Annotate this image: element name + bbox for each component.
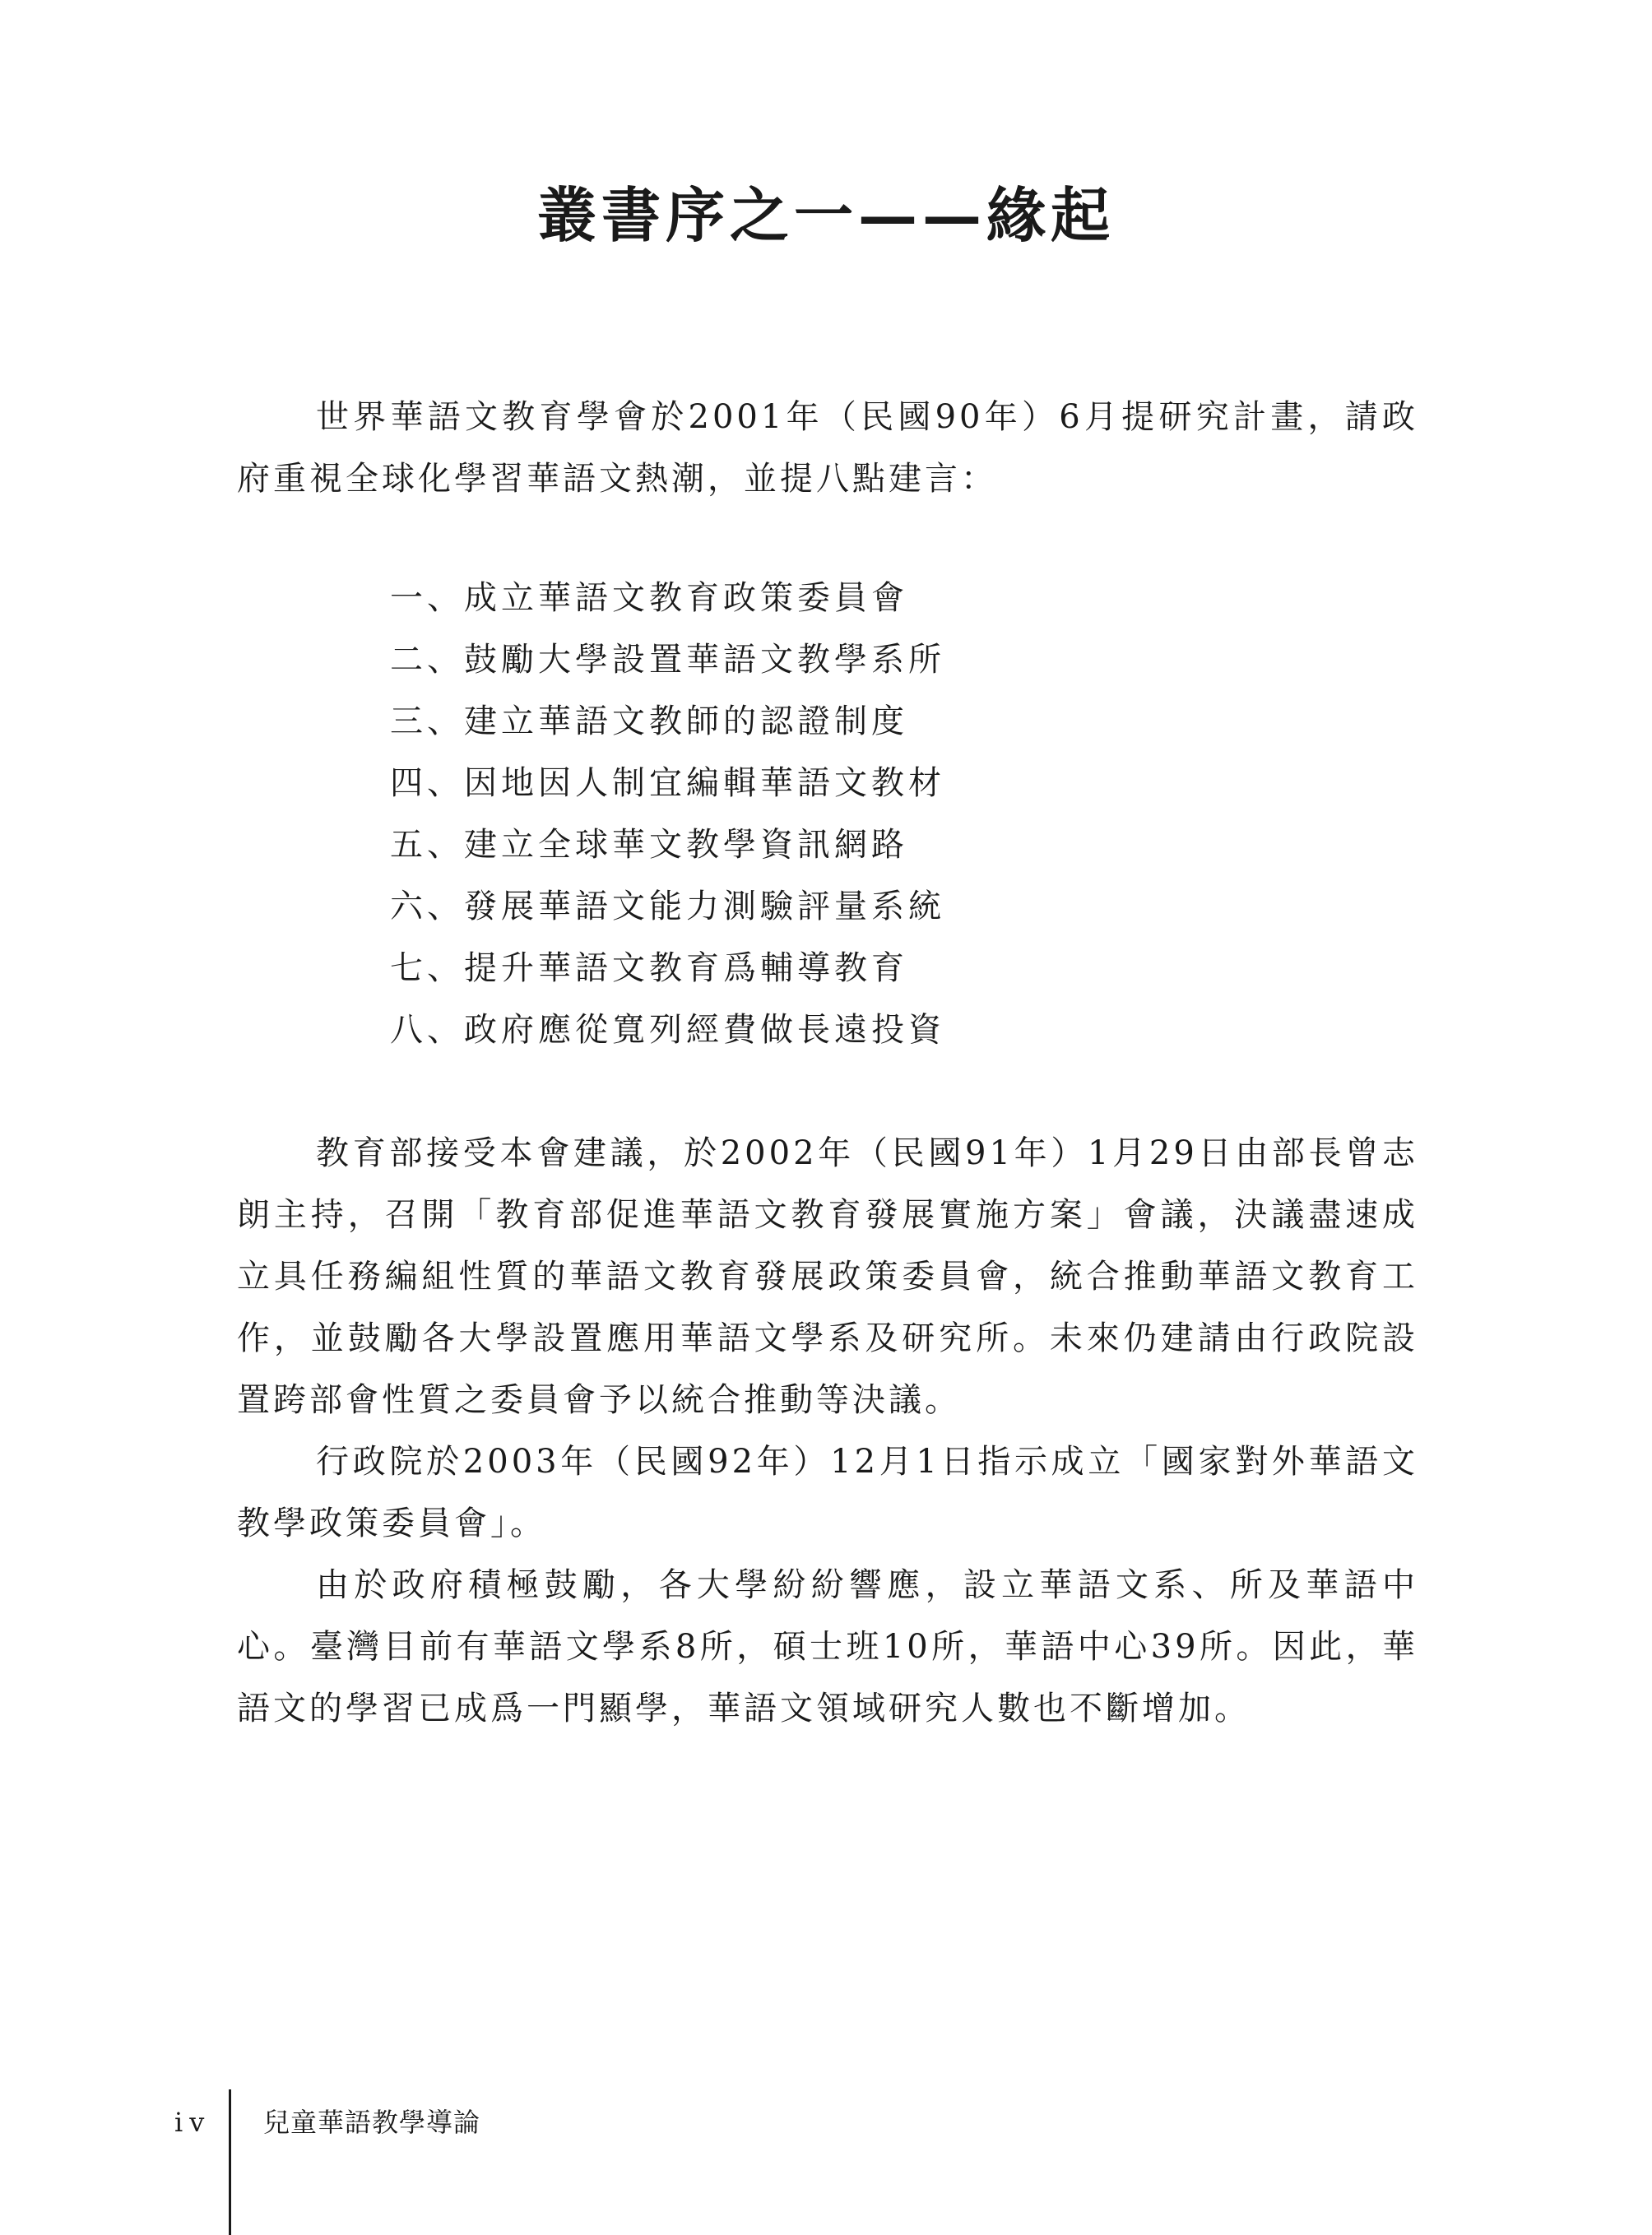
recommendation-list <box>390 568 945 1061</box>
body-paragraph: 行政院於2003年（民國92年）12月1日指示成立「國家對外華語文教學政策委員會」。 <box>237 1443 1418 1542</box>
body-section <box>237 1123 1418 1740</box>
body-paragraph: 教育部接受本會建議，於2002年（民國91年）1月29日由部長曾志朗主持，召開「教育部促進華語文教育發展實施方案」會議，決議盡速成立具任務編組性質的華語文教育發展政策委員會，統合推動華語文教育工作，並鼓勵各大學設置應用華語文學系及研究所。未來仍建請由行政院設置跨部會性質之委員會予以統合推動等決議。 <box>237 1134 1418 1419</box>
intro-section <box>237 387 1418 510</box>
recommendation-item: 七、提升華語文教育爲輔導教育 <box>390 949 908 987</box>
recommendation-item: 三、建立華語文教師的認證制度 <box>390 702 908 740</box>
page-number: iv <box>174 2107 211 2138</box>
recommendation-item: 一、成立華語文教育政策委員會 <box>390 579 908 617</box>
recommendation-item: 六、發展華語文能力測驗評量系統 <box>390 888 945 925</box>
body-paragraph: 由於政府積極鼓勵，各大學紛紛響應，設立華語文系、所及華語中心。臺灣目前有華語文學系8所，碩士班10所，華語中心39所。因此，華語文的學習已成爲一門顯學，華語文領域研究人數也不斷增加。 <box>237 1566 1418 1727</box>
recommendation-item: 五、建立全球華文教學資訊網路 <box>390 826 908 864</box>
recommendation-item: 八、政府應從寬列經費做長遠投資 <box>390 1011 945 1049</box>
recommendation-item: 二、鼓勵大學設置華語文教學系所 <box>390 641 945 679</box>
intro-paragraph: 世界華語文教育學會於2001年（民國90年）6月提研究計畫，請政府重視全球化學習華語文熱潮，並提八點建言： <box>237 398 1418 498</box>
running-footer-book-title: 兒童華語教學導論 <box>263 2107 481 2138</box>
recommendation-item: 四、因地因人制宜編輯華語文教材 <box>390 764 945 802</box>
page-title: 叢書序之一——緣起 <box>536 180 1115 250</box>
footer-divider <box>229 2089 231 2235</box>
